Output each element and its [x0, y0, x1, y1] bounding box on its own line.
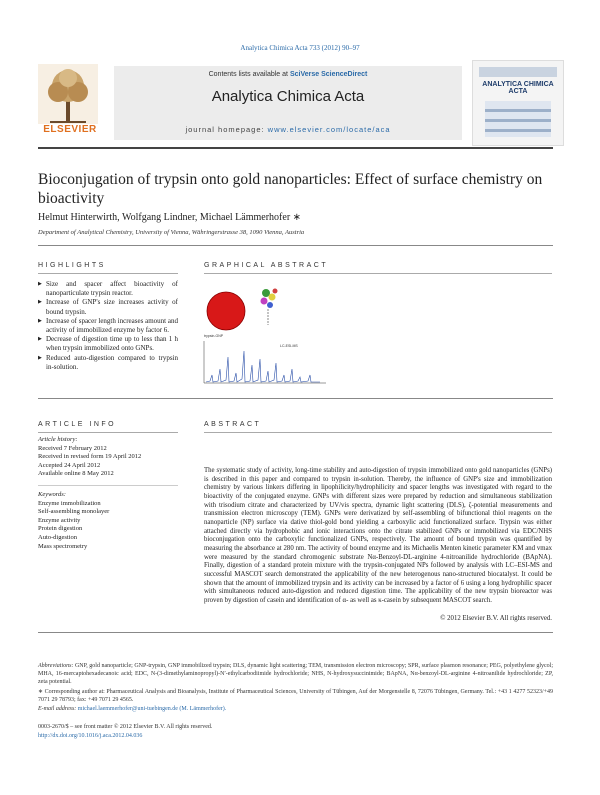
contents-line	[114, 71, 462, 78]
cover-stripe	[485, 119, 551, 122]
doi-link[interactable]: http://dx.doi.org/10.1016/j.aca.2012.04.036	[38, 733, 143, 739]
abbreviations-label: Abbreviations:	[38, 663, 74, 669]
keyword-item: Mass spectrometry	[38, 542, 88, 550]
homepage-prefix: journal homepage:	[185, 125, 268, 134]
highlights-divider	[38, 273, 178, 274]
highlight-item: ▶ Increase of GNP's size increases activity of bound trypsin.	[38, 298, 178, 316]
article-info-heading: ARTICLE INFO	[38, 421, 117, 428]
trypsin-molecule-icon	[261, 289, 278, 326]
highlights-heading: HIGHLIGHTS	[38, 262, 106, 269]
publisher-name: ELSEVIER	[43, 124, 97, 135]
graphical-abstract-divider	[204, 273, 552, 274]
sciencedirect-link[interactable]: SciVerse ScienceDirect	[289, 71, 368, 78]
history-item: Accepted 24 April 2012	[38, 461, 101, 469]
highlight-item: ▶ Size and spacer affect bioactivity of nanoparticulate trypsin reactor.	[38, 280, 178, 298]
abstract-copyright: © 2012 Elsevier B.V. All rights reserved.	[440, 615, 552, 622]
article-info-divider	[38, 432, 178, 433]
article-title: Bioconjugation of trypsin onto gold nanoparticles: Effect of surface chemistry on bioactivity	[38, 171, 543, 207]
history-item: Available online 8 May 2012	[38, 470, 114, 478]
email-link[interactable]: michael.laemmerhofer@uni-tuebingen.de (M. Lämmerhofer).	[76, 706, 227, 712]
abbreviations-text: GNP, gold nanoparticle; GNP-trypsin, GNP immobilized trypsin; DLS, dynamic light scattering; TEM, transmission electron microscopy; SPR, surface plasmon resonance; PEG, polyethylene glycol; MHA, 16-mercaptohexadecanoic acid; EDC, N-(3-dimethylaminopropyl)-N′-ethylcarbodiimide hydrochloride; NHS, N-hydroxysuccinimide; BApNA, Nα-benzoyl-DL-arginine 4-nitroanilide hydrochloride; ZP, zeta potential.	[38, 663, 553, 685]
info-top-divider	[38, 398, 553, 399]
header-divider	[38, 147, 553, 149]
history-item: Received 7 February 2012	[38, 444, 107, 452]
keyword-item: Protein digestion	[38, 525, 83, 533]
keyword-item: Enzyme activity	[38, 516, 81, 524]
highlight-item: ▶ Reduced auto-digestion compared to trypsin in-solution.	[38, 354, 178, 372]
contents-prefix: Contents lists available at	[208, 71, 290, 78]
homepage-link[interactable]: www.elsevier.com/locate/aca	[267, 125, 391, 134]
article-authors: Helmut Hinterwirth, Wolfgang Lindner, Michael Lämmerhofer ∗	[38, 212, 302, 223]
email-footnote	[38, 705, 553, 713]
keywords-block	[38, 491, 178, 551]
figure-label-mass: LC-ESI-MS	[280, 344, 298, 348]
highlight-item: ▶ Increase of spacer length increases amount and activity of immobilized enzyme by factor 6.	[38, 317, 178, 335]
journal-citation[interactable]: Analytica Chimica Acta 733 (2012) 90–97	[240, 44, 360, 52]
abstract-bottom-divider	[38, 632, 553, 633]
mass-spectrum-trace	[206, 351, 320, 382]
abstract-heading: ABSTRACT	[204, 421, 262, 428]
keyword-item: Enzyme immobilization	[38, 499, 101, 507]
cover-title: ANALYTICA CHIMICA ACTA	[482, 81, 554, 95]
keywords-divider	[38, 485, 178, 486]
corresponding-author-footnote: ∗ Corresponding author at: Pharmaceutical Analysis and Bioanalysis, Institute of Pharmaceutical Sciences, University of Tübingen, Auf der Morgenstelle 8, 72076 Tübingen, Germany. Tel.: +43 1 4277 52323/+49 7071 29 78793; fax: +49 7071 29 4565.	[38, 689, 553, 703]
article-history	[38, 436, 178, 479]
history-label: Article history:	[38, 436, 78, 443]
cover-stripe	[485, 109, 551, 112]
journal-cover-thumbnail	[472, 60, 564, 146]
graphical-abstract-figure	[200, 285, 330, 387]
abstract-divider	[204, 432, 552, 433]
cover-top-band	[479, 67, 557, 77]
keywords-label: Keywords:	[38, 491, 66, 498]
doi-line	[38, 733, 142, 739]
cover-stripe	[485, 129, 551, 132]
graphical-abstract-heading: GRAPHICAL ABSTRACT	[204, 262, 329, 269]
keyword-item: Auto-digestion	[38, 533, 77, 541]
title-divider	[38, 245, 553, 246]
author-affiliation: Department of Analytical Chemistry, University of Vienna, Währingerstrasse 38, 1090 Vienna, Austria	[38, 229, 305, 236]
highlights-list	[38, 280, 178, 372]
figure-label-small: trypsin-GNP	[204, 334, 224, 338]
cover-artwork	[485, 101, 551, 137]
issn-line: 0003-2670/$ – see front matter © 2012 Elsevier B.V. All rights reserved.	[38, 724, 213, 730]
journal-homepage	[114, 125, 462, 134]
abstract-text: The systematic study of activity, long-time stability and auto-digestion of trypsin immobilized onto gold nanoparticles (GNPs) is described in this paper and compared to trypsin in-solution. Thereby, the influence of GNP's size and immobilization chemistry by various linkers differing in lipophilicity/hydrophilicity and spacer lengths was investigated with regard to the bioactivity of the conjugated enzyme. GNPs with different sizes were prepared by reduction and simultaneous stabilization with trisodium citrate and characterized by UV/vis spectra, dynamic light scattering (DLS), ζ-potential measurements and transmission electron microscopy (TEM). GNPs were derivatized by self-assembling of bifunctional thiol reagents on the nanoparticle (NP) surface via dative thiol-gold bond yielding a carboxylic acid functionalized surface. Trypsin was either attached directly via hydrophobic and ionic interactions onto the citrate stabilized GNPs or immobilized via EDC/NHS bioconjugation onto the carboxylic functionalized GNPs, respectively. The amount of bound trypsin was quantified by measuring the absorbance at 280 nm. The activity of bound enzyme and its Michaelis Menten kinetic parameter KM and vmax were measured by the standard chromogenic substrate Nα-Benzoyl-DL-arginine 4-nitroanilide hydrochloride (BApNA). Finally, digestion of a standard protein mixture with the trypsin-conjugated NPs followed by analysis with LC–ESI-MS and successful MASCOT search demonstrated the applicability of the new heterogenous nano-structured biocatalyst. It could be shown that the amount of immobilized trypsin and its activity can be increased by a factor of 6 using a long hydrophilic spacer with simultaneous reduced auto-digestion and reduced digestion time. The applicability of the new trypsin bioreactor was proven by digestion of casein and identification of α- as well as κ-casein by subsequent MASCOT search.	[204, 467, 552, 604]
email-label: E-mail address:	[38, 706, 77, 712]
journal-name: Analytica Chimica Acta	[211, 88, 365, 105]
history-item: Received in revised form 19 April 2012	[38, 453, 142, 461]
keyword-item: Self-assembling monolayer	[38, 508, 110, 516]
abbreviations-footnote	[38, 662, 553, 686]
highlight-item: ▶ Decrease of digestion time up to less than 1 h when trypsin immobilized onto GNPs.	[38, 335, 178, 353]
